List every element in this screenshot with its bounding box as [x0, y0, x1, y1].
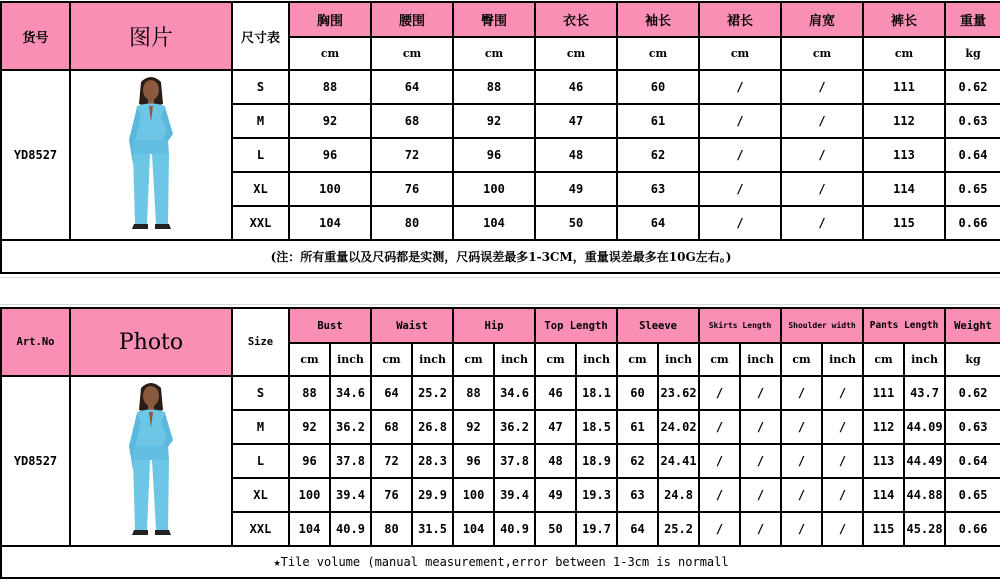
table-cell: 96 — [453, 138, 535, 172]
unit-cm: cm — [781, 343, 822, 376]
table-cell: 39.4 — [494, 478, 535, 512]
table-cell: 50 — [535, 206, 617, 240]
product-photo — [70, 376, 232, 546]
table-cell: 50 — [535, 512, 576, 546]
model-illustration — [119, 74, 183, 232]
table-cell: 24.8 — [658, 478, 699, 512]
table-cell: 114 — [863, 172, 945, 206]
table-cell: 96 — [289, 444, 330, 478]
table-cell: 44.49 — [904, 444, 945, 478]
unit-cm: cm — [371, 343, 412, 376]
table-cell: / — [781, 410, 822, 444]
table-cell: 64 — [371, 376, 412, 410]
art-no-header: Art.No — [1, 308, 70, 376]
unit-cm: cm — [289, 343, 330, 376]
col-header: 胸围 — [289, 2, 371, 37]
table-cell: 18.5 — [576, 410, 617, 444]
spreadsheet-gap — [0, 277, 1000, 305]
table-cell: / — [781, 172, 863, 206]
unit-inch: inch — [740, 343, 781, 376]
table-cell: 29.9 — [412, 478, 453, 512]
col-header: 腰围 — [371, 2, 453, 37]
unit-label: cm — [371, 37, 453, 70]
table-cell: 62 — [617, 444, 658, 478]
col-header-top-length: Top Length — [535, 308, 617, 343]
table-cell: 0.66 — [945, 512, 1000, 546]
table-cell: 92 — [289, 104, 371, 138]
table-cell: 31.5 — [412, 512, 453, 546]
table-cell: / — [822, 444, 863, 478]
table-cell: / — [822, 376, 863, 410]
table-cell: 46 — [535, 376, 576, 410]
table-cell: 0.64 — [945, 138, 1000, 172]
table-cell: 112 — [863, 104, 945, 138]
table-cell: / — [740, 376, 781, 410]
col-header: 臀围 — [453, 2, 535, 37]
size-label: XL — [232, 478, 289, 512]
table-cell: 25.2 — [412, 376, 453, 410]
unit-label: kg — [945, 37, 1000, 70]
size-label: XL — [232, 172, 289, 206]
unit-inch: inch — [494, 343, 535, 376]
table-cell: 112 — [863, 410, 904, 444]
table-cell: / — [781, 70, 863, 104]
table-cell: 18.1 — [576, 376, 617, 410]
table-cell: 61 — [617, 104, 699, 138]
table-cell: 63 — [617, 478, 658, 512]
size-header: Size — [232, 308, 289, 376]
table-cell: / — [740, 512, 781, 546]
size-chart-en — [0, 307, 1000, 579]
unit-label: cm — [863, 37, 945, 70]
table-cell: 0.63 — [945, 104, 1000, 138]
photo-header: 图片 — [70, 2, 232, 70]
sku-header: 货号 — [1, 2, 70, 70]
table-cell: / — [781, 444, 822, 478]
unit-inch: inch — [330, 343, 371, 376]
unit-label: cm — [535, 37, 617, 70]
table-cell: 44.09 — [904, 410, 945, 444]
size-label: XXL — [232, 512, 289, 546]
table-cell: 88 — [453, 70, 535, 104]
table-cell: / — [781, 104, 863, 138]
table-cell: 115 — [863, 206, 945, 240]
table-cell: 36.2 — [330, 410, 371, 444]
unit-cm: cm — [453, 343, 494, 376]
unit-inch: inch — [412, 343, 453, 376]
table-cell: / — [699, 410, 740, 444]
table-cell: 0.64 — [945, 444, 1000, 478]
table-cell: 68 — [371, 410, 412, 444]
table-cell: 28.3 — [412, 444, 453, 478]
table-cell: 37.8 — [494, 444, 535, 478]
table-cell: 72 — [371, 444, 412, 478]
table-cell: 26.8 — [412, 410, 453, 444]
size-label: S — [232, 376, 289, 410]
table-cell: 92 — [453, 410, 494, 444]
table-cell: 43.7 — [904, 376, 945, 410]
table-cell: 19.7 — [576, 512, 617, 546]
table-cell: 23.62 — [658, 376, 699, 410]
table-cell: 61 — [617, 410, 658, 444]
table-cell: 100 — [289, 172, 371, 206]
table-cell: / — [822, 478, 863, 512]
unit-cm: cm — [617, 343, 658, 376]
table-cell: 114 — [863, 478, 904, 512]
product-photo — [70, 70, 232, 240]
table-cell: 25.2 — [658, 512, 699, 546]
table-cell: 0.65 — [945, 478, 1000, 512]
size-label: M — [232, 104, 289, 138]
table-cell: 100 — [453, 478, 494, 512]
table-cell: 96 — [289, 138, 371, 172]
unit-label: cm — [617, 37, 699, 70]
col-header: 衣长 — [535, 2, 617, 37]
col-header-shoulder-width: Shoulder width — [781, 308, 863, 343]
table-cell: / — [781, 478, 822, 512]
unit-cm: cm — [699, 343, 740, 376]
table-cell: 62 — [617, 138, 699, 172]
table-cell: 24.02 — [658, 410, 699, 444]
table-cell: 39.4 — [330, 478, 371, 512]
table-cell: 104 — [453, 512, 494, 546]
size-chart-cn — [0, 1, 1000, 274]
table-cell: / — [822, 410, 863, 444]
table-cell: / — [781, 376, 822, 410]
table-cell: / — [740, 410, 781, 444]
unit-kg: kg — [945, 343, 1000, 376]
measurement-note-en: ★Tile volume (manual measurement,error between 1-3cm is normall — [1, 546, 1000, 578]
table-cell: 24.41 — [658, 444, 699, 478]
sku-value: YD8527 — [1, 376, 70, 546]
table-cell: 40.9 — [494, 512, 535, 546]
table-cell: 0.63 — [945, 410, 1000, 444]
unit-inch: inch — [904, 343, 945, 376]
unit-label: cm — [453, 37, 535, 70]
table-cell: / — [740, 444, 781, 478]
table-cell: 63 — [617, 172, 699, 206]
photo-header: Photo — [70, 308, 232, 376]
table-cell: 0.62 — [945, 70, 1000, 104]
table-cell: 46 — [535, 70, 617, 104]
table-cell: 60 — [617, 376, 658, 410]
table-cell: / — [699, 206, 781, 240]
unit-label: cm — [289, 37, 371, 70]
table-cell: 48 — [535, 138, 617, 172]
table-cell: 68 — [371, 104, 453, 138]
table-cell: 60 — [617, 70, 699, 104]
table-cell: / — [822, 512, 863, 546]
table-cell: 64 — [617, 206, 699, 240]
col-header-waist: Waist — [371, 308, 453, 343]
col-header-weight: Weight — [945, 308, 1000, 343]
table-cell: 40.9 — [330, 512, 371, 546]
table-cell: 92 — [453, 104, 535, 138]
table-cell: 111 — [863, 376, 904, 410]
col-header: 袖长 — [617, 2, 699, 37]
size-label: M — [232, 410, 289, 444]
col-header-hip: Hip — [453, 308, 535, 343]
unit-label: cm — [781, 37, 863, 70]
table-cell: 104 — [289, 206, 371, 240]
table-cell: 80 — [371, 206, 453, 240]
unit-inch: inch — [822, 343, 863, 376]
table-cell: / — [699, 138, 781, 172]
table-cell: 0.62 — [945, 376, 1000, 410]
col-header: 重量 — [945, 2, 1000, 37]
table-cell: 100 — [453, 172, 535, 206]
size-label: L — [232, 138, 289, 172]
unit-cm: cm — [535, 343, 576, 376]
table-cell: 80 — [371, 512, 412, 546]
table-cell: 0.65 — [945, 172, 1000, 206]
table-cell: 113 — [863, 444, 904, 478]
size-label: L — [232, 444, 289, 478]
table-cell: 113 — [863, 138, 945, 172]
measurement-note: (注：所有重量以及尺码都是实测，尺码误差最多1-3CM，重量误差最多在10G左右。) — [1, 240, 1000, 273]
table-cell: 19.3 — [576, 478, 617, 512]
table-cell: / — [740, 478, 781, 512]
table-cell: / — [781, 512, 822, 546]
table-cell: 100 — [289, 478, 330, 512]
table-cell: 0.66 — [945, 206, 1000, 240]
table-cell: 49 — [535, 172, 617, 206]
table-cell: 47 — [535, 104, 617, 138]
table-cell: 72 — [371, 138, 453, 172]
col-header-pants-length: Pants Length — [863, 308, 945, 343]
table-cell: / — [781, 206, 863, 240]
table-cell: / — [699, 172, 781, 206]
table-cell: 48 — [535, 444, 576, 478]
table-cell: / — [699, 70, 781, 104]
table-cell: 18.9 — [576, 444, 617, 478]
table-cell: / — [699, 444, 740, 478]
table-cell: / — [699, 512, 740, 546]
table-cell: 96 — [453, 444, 494, 478]
table-cell: 45.28 — [904, 512, 945, 546]
table-cell: 47 — [535, 410, 576, 444]
table-cell: 76 — [371, 478, 412, 512]
col-header: 裤长 — [863, 2, 945, 37]
table-cell: / — [781, 138, 863, 172]
unit-label: cm — [699, 37, 781, 70]
sku-value: YD8527 — [1, 70, 70, 240]
table-cell: 88 — [289, 70, 371, 104]
table-cell: / — [699, 376, 740, 410]
table-cell: 111 — [863, 70, 945, 104]
col-header-bust: Bust — [289, 308, 371, 343]
table-cell: 64 — [617, 512, 658, 546]
col-header-sleeve: Sleeve — [617, 308, 699, 343]
model-illustration — [119, 380, 183, 538]
table-cell: / — [699, 104, 781, 138]
table-cell: 49 — [535, 478, 576, 512]
col-header: 肩宽 — [781, 2, 863, 37]
table-cell: / — [699, 478, 740, 512]
size-label: S — [232, 70, 289, 104]
size-header: 尺寸表 — [232, 2, 289, 70]
unit-inch: inch — [576, 343, 617, 376]
col-header-skirts-length: Skirts Length — [699, 308, 781, 343]
table-cell: 34.6 — [494, 376, 535, 410]
table-cell: 37.8 — [330, 444, 371, 478]
table-cell: 92 — [289, 410, 330, 444]
size-label: XXL — [232, 206, 289, 240]
unit-cm: cm — [863, 343, 904, 376]
unit-inch: inch — [658, 343, 699, 376]
table-cell: 104 — [453, 206, 535, 240]
table-cell: 104 — [289, 512, 330, 546]
table-cell: 88 — [289, 376, 330, 410]
table-cell: 64 — [371, 70, 453, 104]
table-cell: 44.88 — [904, 478, 945, 512]
col-header: 裙长 — [699, 2, 781, 37]
table-cell: 115 — [863, 512, 904, 546]
table-cell: 36.2 — [494, 410, 535, 444]
table-cell: 88 — [453, 376, 494, 410]
table-cell: 34.6 — [330, 376, 371, 410]
table-cell: 76 — [371, 172, 453, 206]
